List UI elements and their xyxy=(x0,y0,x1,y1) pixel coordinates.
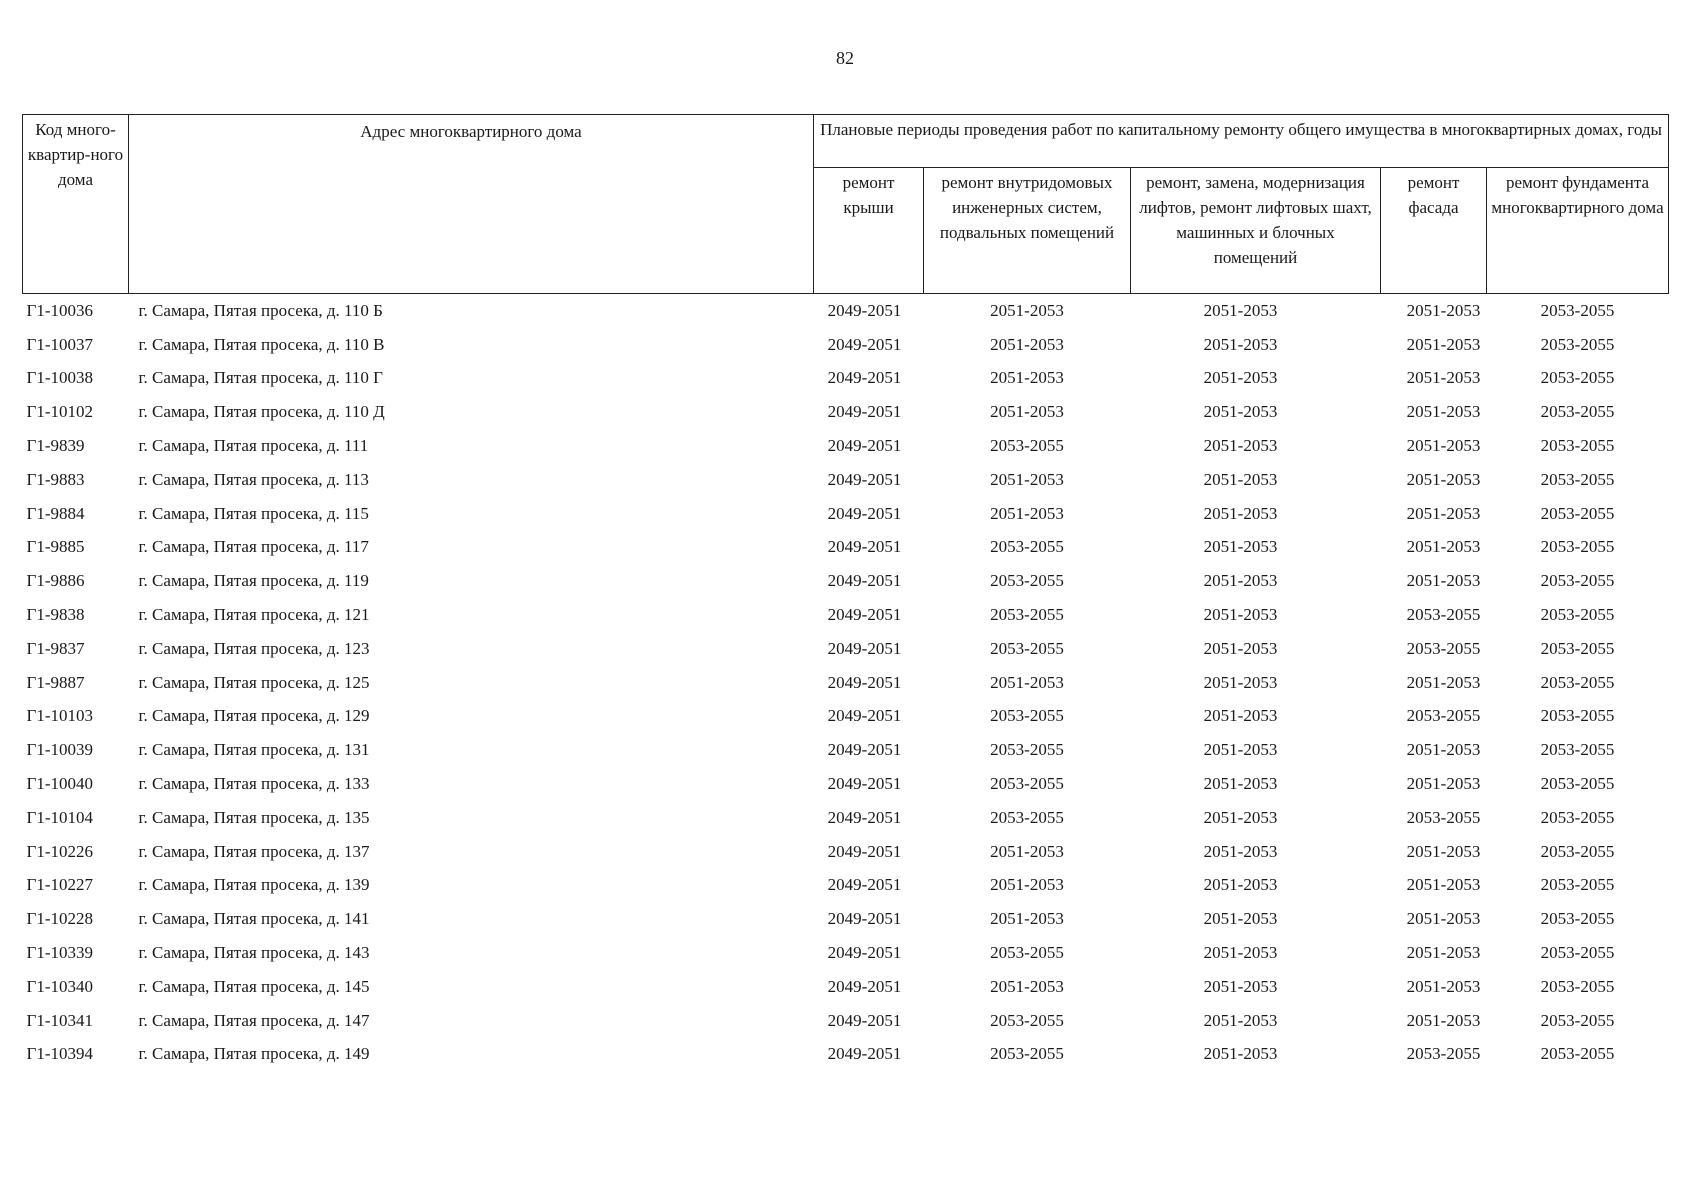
cell-elevators: 2051-2053 xyxy=(1203,334,1278,354)
cell-engineering: 2053-2055 xyxy=(990,706,1064,726)
cell-roof: 2049-2051 xyxy=(827,841,902,861)
cell-foundation: 2053-2055 xyxy=(1540,909,1615,929)
header-roof: ремонт крыши xyxy=(814,168,924,294)
cell-address: г. Самара, Пятая просека, д. 147 xyxy=(138,1010,370,1030)
cell-facade: 2051-2053 xyxy=(1406,976,1481,996)
cell-elevators: 2051-2053 xyxy=(1203,469,1278,489)
cell-foundation: 2053-2055 xyxy=(1540,436,1615,456)
cell-foundation: 2053-2055 xyxy=(1540,605,1615,625)
cell-elevators: 2051-2053 xyxy=(1203,368,1278,388)
cell-facade: 2053-2055 xyxy=(1406,1044,1481,1064)
cell-elevators: 2051-2053 xyxy=(1203,976,1278,996)
cell-facade: 2053-2055 xyxy=(1406,638,1481,658)
cell-engineering: 2051-2053 xyxy=(990,300,1064,320)
cell-engineering: 2053-2055 xyxy=(990,1044,1064,1064)
cell-facade: 2051-2053 xyxy=(1406,436,1481,456)
header-facade: ремонт фасада xyxy=(1381,168,1487,294)
cell-facade: 2051-2053 xyxy=(1406,774,1481,794)
cell-address: г. Самара, Пятая просека, д. 137 xyxy=(138,841,370,861)
cell-roof: 2049-2051 xyxy=(827,368,902,388)
cell-roof: 2049-2051 xyxy=(827,774,902,794)
cell-code: Г1-10226 xyxy=(26,841,93,861)
cell-elevators: 2051-2053 xyxy=(1203,774,1278,794)
cell-engineering: 2051-2053 xyxy=(990,503,1064,523)
cell-address: г. Самара, Пятая просека, д. 135 xyxy=(138,807,370,827)
cell-code: Г1-9838 xyxy=(26,605,85,625)
table-row xyxy=(23,902,1669,936)
cell-foundation: 2053-2055 xyxy=(1540,976,1615,996)
cell-code: Г1-10037 xyxy=(26,334,93,354)
cell-foundation: 2053-2055 xyxy=(1540,875,1615,895)
cell-facade: 2051-2053 xyxy=(1406,402,1481,422)
cell-roof: 2049-2051 xyxy=(827,875,902,895)
cell-foundation: 2053-2055 xyxy=(1540,740,1615,760)
header-code: Код много-квартир-ного дома xyxy=(23,115,129,294)
cell-engineering: 2053-2055 xyxy=(990,436,1064,456)
cell-engineering: 2051-2053 xyxy=(990,672,1064,692)
cell-roof: 2049-2051 xyxy=(827,436,902,456)
cell-facade: 2051-2053 xyxy=(1406,1010,1481,1030)
cell-roof: 2049-2051 xyxy=(827,807,902,827)
cell-facade: 2053-2055 xyxy=(1406,706,1481,726)
cell-roof: 2049-2051 xyxy=(827,334,902,354)
header-engineering: ремонт внутридомовых инженерных систем, подвальных помещений xyxy=(924,168,1131,294)
cell-address: г. Самара, Пятая просека, д. 141 xyxy=(138,909,370,929)
cell-address: г. Самара, Пятая просека, д. 129 xyxy=(138,706,370,726)
cell-elevators: 2051-2053 xyxy=(1203,638,1278,658)
cell-engineering: 2051-2053 xyxy=(990,334,1064,354)
cell-foundation: 2053-2055 xyxy=(1540,469,1615,489)
table-row xyxy=(23,598,1669,632)
table-row xyxy=(23,564,1669,598)
table-row xyxy=(23,835,1669,869)
cell-facade: 2051-2053 xyxy=(1406,740,1481,760)
cell-facade: 2051-2053 xyxy=(1406,368,1481,388)
table-row xyxy=(23,294,1669,328)
cell-engineering: 2053-2055 xyxy=(990,774,1064,794)
cell-elevators: 2051-2053 xyxy=(1203,672,1278,692)
cell-address: г. Самара, Пятая просека, д. 149 xyxy=(138,1044,370,1064)
cell-foundation: 2053-2055 xyxy=(1540,334,1615,354)
cell-code: Г1-9884 xyxy=(26,503,85,523)
cell-roof: 2049-2051 xyxy=(827,402,902,422)
cell-facade: 2051-2053 xyxy=(1406,672,1481,692)
cell-facade: 2053-2055 xyxy=(1406,807,1481,827)
table-row xyxy=(23,531,1669,565)
cell-code: Г1-9883 xyxy=(26,469,85,489)
header-elevators: ремонт, замена, модернизация лифтов, ремонт лифтовых шахт, машинных и блочных помещений xyxy=(1131,168,1381,294)
cell-foundation: 2053-2055 xyxy=(1540,1010,1615,1030)
cell-address: г. Самара, Пятая просека, д. 113 xyxy=(138,469,369,489)
cell-roof: 2049-2051 xyxy=(827,638,902,658)
cell-roof: 2049-2051 xyxy=(827,943,902,963)
cell-roof: 2049-2051 xyxy=(827,537,902,557)
cell-foundation: 2053-2055 xyxy=(1540,1044,1615,1064)
cell-address: г. Самара, Пятая просека, д. 139 xyxy=(138,875,370,895)
cell-code: Г1-10394 xyxy=(26,1044,93,1064)
table-body xyxy=(23,294,1669,1072)
table-row xyxy=(23,1038,1669,1072)
cell-code: Г1-9887 xyxy=(26,672,85,692)
cell-elevators: 2051-2053 xyxy=(1203,402,1278,422)
cell-address: г. Самара, Пятая просека, д. 131 xyxy=(138,740,370,760)
cell-elevators: 2051-2053 xyxy=(1203,436,1278,456)
cell-address: г. Самара, Пятая просека, д. 145 xyxy=(138,976,370,996)
repair-schedule-table xyxy=(22,114,1669,1071)
cell-code: Г1-10039 xyxy=(26,740,93,760)
cell-address: г. Самара, Пятая просека, д. 123 xyxy=(138,638,370,658)
table-row xyxy=(23,463,1669,497)
cell-elevators: 2051-2053 xyxy=(1203,807,1278,827)
cell-engineering: 2051-2053 xyxy=(990,402,1064,422)
cell-foundation: 2053-2055 xyxy=(1540,571,1615,591)
cell-engineering: 2053-2055 xyxy=(990,537,1064,557)
cell-elevators: 2051-2053 xyxy=(1203,503,1278,523)
cell-code: Г1-10102 xyxy=(26,402,93,422)
table-row xyxy=(23,801,1669,835)
cell-roof: 2049-2051 xyxy=(827,469,902,489)
cell-address: г. Самара, Пятая просека, д. 119 xyxy=(138,571,369,591)
cell-address: г. Самара, Пятая просека, д. 121 xyxy=(138,605,370,625)
cell-engineering: 2053-2055 xyxy=(990,605,1064,625)
table-row xyxy=(23,700,1669,734)
cell-foundation: 2053-2055 xyxy=(1540,943,1615,963)
cell-facade: 2051-2053 xyxy=(1406,875,1481,895)
cell-roof: 2049-2051 xyxy=(827,605,902,625)
cell-foundation: 2053-2055 xyxy=(1540,300,1615,320)
cell-elevators: 2051-2053 xyxy=(1203,1044,1278,1064)
cell-elevators: 2051-2053 xyxy=(1203,909,1278,929)
table-row xyxy=(23,733,1669,767)
cell-roof: 2049-2051 xyxy=(827,706,902,726)
cell-elevators: 2051-2053 xyxy=(1203,605,1278,625)
cell-engineering: 2051-2053 xyxy=(990,469,1064,489)
cell-facade: 2051-2053 xyxy=(1406,943,1481,963)
cell-facade: 2051-2053 xyxy=(1406,469,1481,489)
cell-address: г. Самара, Пятая просека, д. 117 xyxy=(138,537,369,557)
cell-facade: 2053-2055 xyxy=(1406,605,1481,625)
table-row xyxy=(23,970,1669,1004)
cell-code: Г1-10227 xyxy=(26,875,93,895)
cell-facade: 2051-2053 xyxy=(1406,334,1481,354)
cell-foundation: 2053-2055 xyxy=(1540,537,1615,557)
page-number: 82 xyxy=(836,48,854,68)
header-periods: Плановые периоды проведения работ по капитальному ремонту общего имущества в многоквартирных домах, годы xyxy=(814,115,1669,168)
cell-engineering: 2053-2055 xyxy=(990,807,1064,827)
cell-address: г. Самара, Пятая просека, д. 115 xyxy=(138,503,369,523)
cell-foundation: 2053-2055 xyxy=(1540,807,1615,827)
cell-elevators: 2051-2053 xyxy=(1203,1010,1278,1030)
cell-elevators: 2051-2053 xyxy=(1203,537,1278,557)
cell-facade: 2051-2053 xyxy=(1406,571,1481,591)
table-row xyxy=(23,767,1669,801)
cell-address: г. Самара, Пятая просека, д. 110 В xyxy=(138,334,385,354)
cell-engineering: 2053-2055 xyxy=(990,943,1064,963)
cell-facade: 2051-2053 xyxy=(1406,909,1481,929)
cell-facade: 2051-2053 xyxy=(1406,841,1481,861)
cell-foundation: 2053-2055 xyxy=(1540,402,1615,422)
table-row xyxy=(23,497,1669,531)
table-row xyxy=(23,632,1669,666)
cell-code: Г1-10340 xyxy=(26,976,93,996)
cell-code: Г1-9837 xyxy=(26,638,85,658)
cell-roof: 2049-2051 xyxy=(827,1044,902,1064)
cell-engineering: 2051-2053 xyxy=(990,841,1064,861)
table-row xyxy=(23,395,1669,429)
cell-engineering: 2051-2053 xyxy=(990,875,1064,895)
cell-roof: 2049-2051 xyxy=(827,571,902,591)
cell-foundation: 2053-2055 xyxy=(1540,774,1615,794)
cell-code: Г1-10104 xyxy=(26,807,93,827)
cell-engineering: 2051-2053 xyxy=(990,976,1064,996)
cell-code: Г1-9839 xyxy=(26,436,85,456)
cell-elevators: 2051-2053 xyxy=(1203,300,1278,320)
table-row xyxy=(23,869,1669,903)
table-row xyxy=(23,666,1669,700)
cell-roof: 2049-2051 xyxy=(827,909,902,929)
cell-foundation: 2053-2055 xyxy=(1540,638,1615,658)
cell-code: Г1-10038 xyxy=(26,368,93,388)
table-row xyxy=(23,362,1669,396)
cell-engineering: 2051-2053 xyxy=(990,368,1064,388)
cell-code: Г1-10341 xyxy=(26,1010,93,1030)
cell-foundation: 2053-2055 xyxy=(1540,672,1615,692)
cell-foundation: 2053-2055 xyxy=(1540,706,1615,726)
cell-roof: 2049-2051 xyxy=(827,976,902,996)
cell-foundation: 2053-2055 xyxy=(1540,841,1615,861)
cell-facade: 2051-2053 xyxy=(1406,503,1481,523)
cell-code: Г1-10339 xyxy=(26,943,93,963)
cell-facade: 2051-2053 xyxy=(1406,300,1481,320)
cell-foundation: 2053-2055 xyxy=(1540,503,1615,523)
cell-address: г. Самара, Пятая просека, д. 110 Б xyxy=(138,300,383,320)
cell-elevators: 2051-2053 xyxy=(1203,841,1278,861)
cell-elevators: 2051-2053 xyxy=(1203,706,1278,726)
cell-elevators: 2051-2053 xyxy=(1203,875,1278,895)
cell-address: г. Самара, Пятая просека, д. 110 Г xyxy=(138,368,383,388)
cell-engineering: 2053-2055 xyxy=(990,1010,1064,1030)
table-header xyxy=(23,115,1669,294)
cell-facade: 2051-2053 xyxy=(1406,537,1481,557)
cell-elevators: 2051-2053 xyxy=(1203,571,1278,591)
cell-address: г. Самара, Пятая просека, д. 143 xyxy=(138,943,370,963)
cell-code: Г1-9886 xyxy=(26,571,85,591)
table-row xyxy=(23,429,1669,463)
cell-address: г. Самара, Пятая просека, д. 133 xyxy=(138,774,370,794)
cell-code: Г1-10228 xyxy=(26,909,93,929)
header-foundation: ремонт фундамента многоквартирного дома xyxy=(1487,168,1669,294)
cell-roof: 2049-2051 xyxy=(827,1010,902,1030)
header-address: Адрес многоквартирного дома xyxy=(129,115,814,294)
cell-address: г. Самара, Пятая просека, д. 110 Д xyxy=(138,402,385,422)
cell-address: г. Самара, Пятая просека, д. 125 xyxy=(138,672,370,692)
cell-elevators: 2051-2053 xyxy=(1203,740,1278,760)
cell-engineering: 2053-2055 xyxy=(990,740,1064,760)
table-row xyxy=(23,328,1669,362)
cell-roof: 2049-2051 xyxy=(827,740,902,760)
cell-roof: 2049-2051 xyxy=(827,300,902,320)
cell-engineering: 2053-2055 xyxy=(990,638,1064,658)
cell-code: Г1-9885 xyxy=(26,537,85,557)
cell-engineering: 2053-2055 xyxy=(990,571,1064,591)
cell-code: Г1-10036 xyxy=(26,300,93,320)
table-row xyxy=(23,936,1669,970)
cell-code: Г1-10103 xyxy=(26,706,93,726)
table-row xyxy=(23,1004,1669,1038)
cell-code: Г1-10040 xyxy=(26,774,93,794)
cell-roof: 2049-2051 xyxy=(827,672,902,692)
cell-elevators: 2051-2053 xyxy=(1203,943,1278,963)
cell-foundation: 2053-2055 xyxy=(1540,368,1615,388)
cell-engineering: 2051-2053 xyxy=(990,909,1064,929)
cell-roof: 2049-2051 xyxy=(827,503,902,523)
cell-address: г. Самара, Пятая просека, д. 111 xyxy=(138,436,369,456)
